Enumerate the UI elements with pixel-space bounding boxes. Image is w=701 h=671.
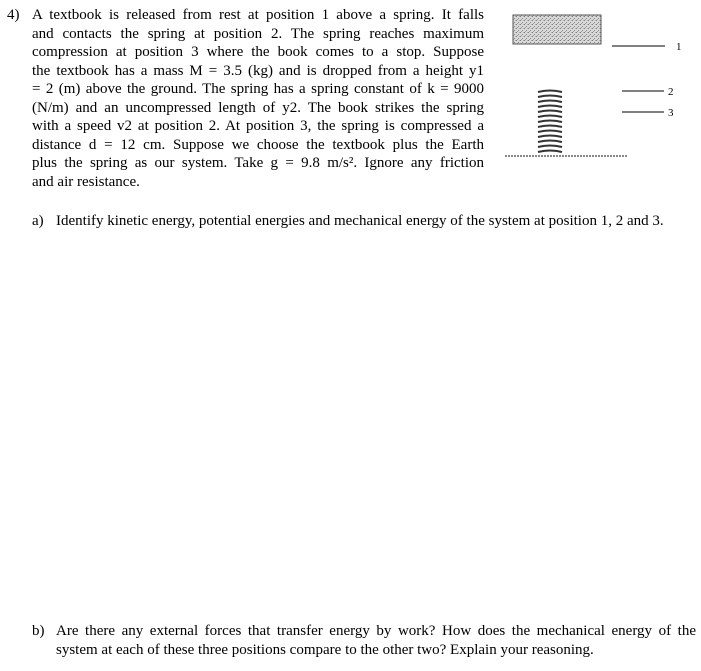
problem-statement bbox=[32, 6, 484, 191]
problem-line: the textbook has a mass M = 3.5 (kg) and is dropped from a height y1 bbox=[32, 62, 484, 79]
problem-line: distance d = 12 cm. Suppose we choose the textbook plus the Earth bbox=[32, 136, 484, 153]
problem-line: plus the spring as our system. Take g = 9.8 m/s². Ignore any friction bbox=[32, 155, 484, 171]
question-part-b bbox=[32, 622, 697, 662]
part-b-letter: b) bbox=[32, 623, 45, 639]
problem-line: (N/m) and an uncompressed length of y2. The book strikes the spring bbox=[32, 99, 484, 116]
spring bbox=[538, 91, 562, 153]
part-a-letter: a) bbox=[32, 213, 44, 229]
problem-line: with a speed v2 at position 2. At position 3, the spring is compressed a bbox=[32, 118, 484, 134]
textbook-block bbox=[513, 15, 601, 44]
part-b-text: Are there any external forces that transfer energy by work? How does the mechanical energy of the system at each of these three positions compare to the other two? Explain your reasoning. bbox=[56, 623, 696, 658]
problem-number: 4) bbox=[7, 7, 20, 23]
position-label-2: 2 bbox=[668, 86, 674, 98]
problem-line: and contacts the spring at position 2. The spring reaches maximum bbox=[32, 25, 484, 42]
book-spring-figure bbox=[500, 8, 690, 168]
position-label-3: 3 bbox=[668, 107, 674, 119]
position-label-1: 1 bbox=[676, 41, 682, 53]
problem-line: and air resistance. bbox=[32, 173, 140, 190]
part-a-text: Identify kinetic energy, potential energies and mechanical energy of the system at position 1, 2 and 3. bbox=[56, 213, 664, 229]
problem-line: A textbook is released from rest at position 1 above a spring. It falls bbox=[32, 7, 484, 23]
question-part-a bbox=[32, 212, 697, 252]
problem-line: compression at position 3 where the book comes to a stop. Suppose bbox=[32, 44, 484, 60]
problem-line: = 2 (m) above the ground. The spring has a spring constant of k = 9000 bbox=[32, 81, 484, 97]
